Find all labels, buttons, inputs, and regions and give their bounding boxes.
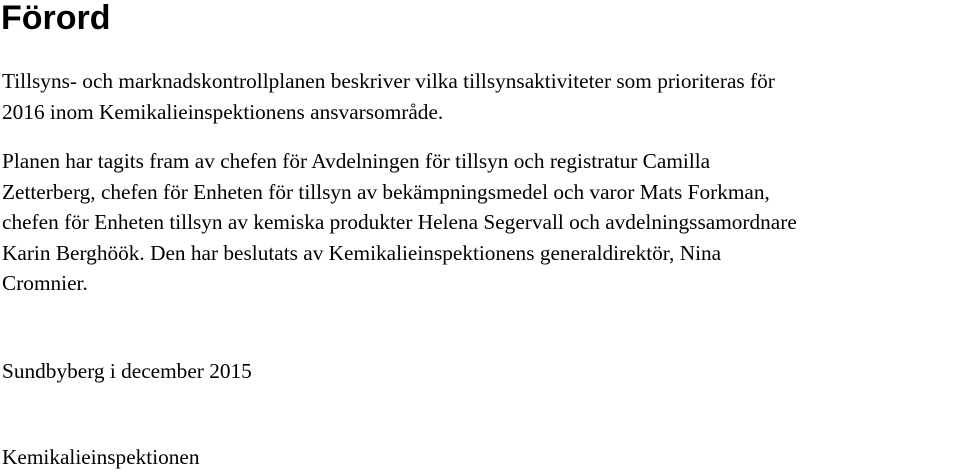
text-line: Karin Berghöök. Den har beslutats av Kemikalieinspektionens generaldirektör, Nina xyxy=(2,240,722,265)
text-line: 2016 inom Kemikalieinspektionens ansvarsområde. xyxy=(2,99,444,124)
text-line: chefen för Enheten tillsyn av kemiska produkter Helena Segervall och avdelningssamordnare xyxy=(2,210,797,234)
text-line: Zetterberg, chefen för Enheten för tillsyn av bekämpningsmedel och varor Mats Forkman, xyxy=(2,179,770,204)
authors-paragraph xyxy=(2,146,797,299)
place-date: Sundbyberg i december 2015 xyxy=(2,359,252,383)
page-title: Förord xyxy=(1,0,111,37)
text-line: Tillsyns- och marknadskontrollplanen beskriver vilka tillsynsaktiviteter som prioriteras för xyxy=(2,69,775,93)
text-line: Cromnier. xyxy=(2,271,88,295)
text-line: Planen har tagits fram av chefen för Avdelningen för tillsyn och registratur Camilla xyxy=(2,149,711,173)
intro-paragraph xyxy=(2,66,775,127)
signature: Kemikalieinspektionen xyxy=(2,445,200,469)
